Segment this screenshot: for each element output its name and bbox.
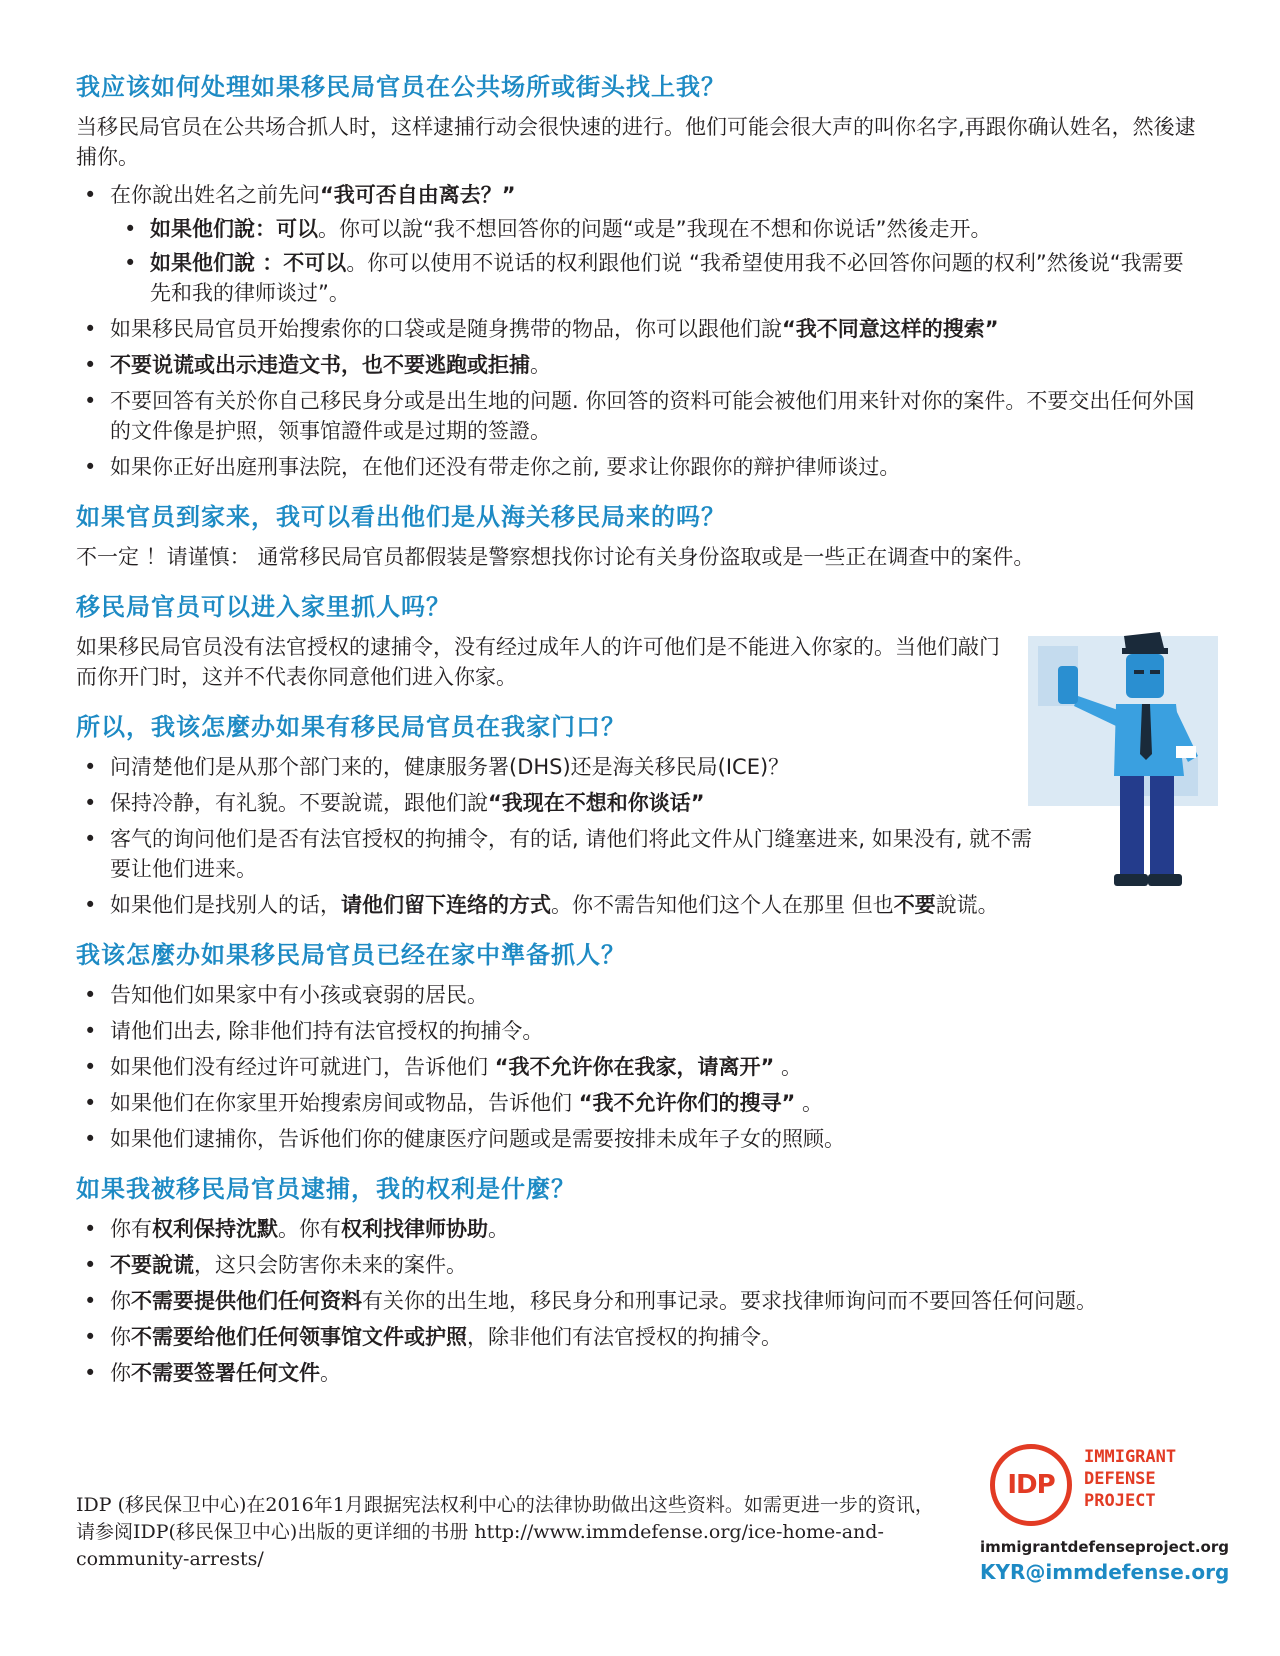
idp-logo bbox=[980, 1438, 1230, 1584]
police-officer-illustration bbox=[1028, 626, 1228, 896]
list-item: • 问清楚他们是从那个部门来的，健康服务署(DHS)还是海关移民局(ICE)？ bbox=[76, 752, 1196, 782]
list-item: • 客气的询问他们是否有法官授权的拘捕令，有的话, 请他们将此文件从门缝塞进来, 如果没有, 就不需要让他们进来。 bbox=[76, 824, 1040, 884]
section-heading: 我该怎麼办如果移民局官员已经在家中準备抓人？ bbox=[76, 941, 626, 969]
list-item: • 不要說谎，这只会防害你未来的案件。 bbox=[76, 1250, 1196, 1280]
list-item: • 你有权利保持沈默。你有权利找律师协助。 bbox=[76, 1214, 1196, 1244]
list-item: • 如果他们在你家里开始搜索房间或物品，告诉他们 “我不允许你们的搜寻” 。 bbox=[76, 1088, 1196, 1118]
website-link[interactable]: immigrantdefenseproject.org bbox=[980, 1538, 1229, 1556]
section-text: 如果移民局官员没有法官授权的逮捕令，没有经过成年人的许可他们是不能进入你家的。当他们敲门而你开门时，这并不代表你同意他们进入你家。 bbox=[76, 635, 1000, 689]
idp-logo-mark: IDP bbox=[990, 1444, 1072, 1526]
bullet-list bbox=[76, 980, 1196, 1154]
section-heading: 我应该如何处理如果移民局官员在公共场所或街头找上我？ bbox=[76, 73, 726, 101]
section-text: 不一定 ！请谨慎： 通常移民局官员都假装是警察想找你讨论有关身份盗取或是一些正在调查中的案件。 bbox=[76, 545, 1035, 569]
list-item: • 你不需要签署任何文件。 bbox=[76, 1358, 1196, 1388]
section-public-encounter bbox=[76, 70, 1196, 482]
sub-list-item: • 如果他们說：可以。你可以說“我不想回答你的问题“或是”我现在不想和你说话”然後走开。 bbox=[110, 214, 1196, 244]
footer-note: IDP (移民保卫中心)在2016年1月跟据宪法权利中心的法律协助做出这些资料。如需更进一步的资讯，请参阅IDP(移民保卫中心)出版的更详细的书册 http://www.immdefense.org/ice-home-and-community-arrests/ bbox=[76, 1494, 934, 1570]
list-item: • 在你說出姓名之前先问“我可否自由离去？” • 如果他们說：可以。你可以說“我不想回答你的问题“或是”我现在不想和你说话”然後走开。 • 如果他们說 ：不可以。你可以使用不说话的权利跟他们说 “我希望使用我不必回答你问题的权利”然後说“我需要先和我的律师谈过”。 bbox=[76, 180, 1196, 308]
list-item: • 保持冷静，有礼貌。不要說谎，跟他们說“我现在不想和你谈话” bbox=[76, 788, 1196, 818]
list-item: • 如果他们没有经过许可就进门，告诉他们 “我不允许你在我家，请离开” 。 bbox=[76, 1052, 1196, 1082]
sub-list-item: • 如果他们說 ：不可以。你可以使用不说话的权利跟他们说 “我希望使用我不必回答你问题的权利”然後说“我需要先和我的律师谈过”。 bbox=[110, 248, 1196, 308]
sub-list bbox=[110, 214, 1196, 308]
section-inside-home bbox=[76, 938, 1196, 1154]
list-item: • 不要回答有关於你自己移民身分或是出生地的问题. 你回答的资料可能会被他们用来针对你的案件。不要交出任何外国的文件像是护照，领事馆證件或是过期的签證。 bbox=[76, 386, 1196, 446]
police-officer-icon bbox=[1028, 626, 1228, 896]
section-heading: 如果我被移民局官员逮捕，我的权利是什麼？ bbox=[76, 1175, 576, 1203]
section-heading: 所以，我该怎麼办如果有移民局官员在我家门口？ bbox=[76, 713, 626, 741]
list-item: • 告知他们如果家中有小孩或衰弱的居民。 bbox=[76, 980, 1196, 1010]
bullet-list bbox=[76, 1214, 1196, 1388]
list-item: • 如果他们是找别人的话，请他们留下连络的方式。你不需告知他们这个人在那里 但也不要說谎。 bbox=[76, 890, 1196, 920]
section-intro: 当移民局官员在公共场合抓人时，这样逮捕行动会很快速的进行。他们可能会很大声的叫你名字,再跟你确认姓名，然後逮捕你。 bbox=[76, 115, 1196, 169]
list-item: • 不要说谎或出示违造文书，也不要逃跑或拒捕。 bbox=[76, 350, 1196, 380]
list-item: • 请他们出去, 除非他们持有法官授权的拘捕令。 bbox=[76, 1016, 1196, 1046]
list-item: • 你不需要提供他们任何资料有关你的出生地，移民身分和刑事记录。要求找律师询问而不要回答任何问题。 bbox=[76, 1286, 1196, 1316]
email-link[interactable]: KYR@immdefense.org bbox=[980, 1560, 1230, 1584]
section-entry-home bbox=[76, 590, 1006, 692]
section-identify-officers bbox=[76, 500, 1196, 572]
list-item: • 如果你正好出庭刑事法院，在他们还没有带走你之前, 要求让你跟你的辩护律师谈过。 bbox=[76, 452, 1196, 482]
bullet-list bbox=[76, 180, 1196, 482]
logo-wordmark: IMMIGRANT DEFENSE PROJECT bbox=[1084, 1447, 1177, 1511]
section-heading: 如果官员到家来，我可以看出他们是从海关移民局来的吗？ bbox=[76, 503, 726, 531]
list-item: • 如果移民局官员开始搜索你的口袋或是随身携带的物品，你可以跟他们說“我不同意这样的搜索” bbox=[76, 314, 1196, 344]
list-item: • 如果他们逮捕你，告诉他们你的健康医疗问题或是需要按排未成年子女的照顾。 bbox=[76, 1124, 1196, 1154]
section-heading: 移民局官员可以进入家里抓人吗？ bbox=[76, 593, 451, 621]
section-arrest-rights bbox=[76, 1172, 1196, 1388]
list-item: • 你不需要给他们任何领事馆文件或护照，除非他们有法官授权的拘捕令。 bbox=[76, 1322, 1196, 1352]
